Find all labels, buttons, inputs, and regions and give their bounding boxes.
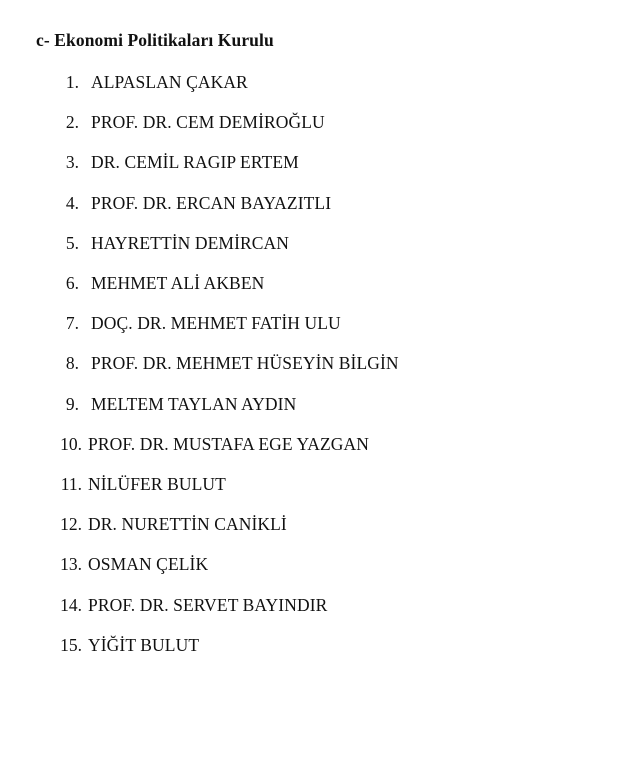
member-name: PROF. DR. ERCAN BAYAZITLI (91, 192, 332, 213)
member-number: 5. (65, 232, 79, 253)
member-name: OSMAN ÇELİK (88, 554, 209, 575)
member-name: PROF. DR. CEM DEMİROĞLU (91, 112, 325, 133)
member-name: DR. CEMİL RAGIP ERTEM (91, 152, 299, 173)
member-number: 2. (65, 112, 79, 133)
member-number: 13. (60, 554, 82, 575)
member-name: PROF. DR. SERVET BAYINDIR (88, 594, 328, 615)
member-name: NİLÜFER BULUT (88, 474, 226, 494)
member-number: 6. (65, 273, 79, 293)
member-number: 7. (65, 313, 79, 334)
member-number: 14. (60, 594, 82, 615)
member-number: 10. (60, 433, 82, 454)
member-number: 11. (60, 474, 82, 494)
member-number: 3. (65, 152, 79, 173)
member-number: 1. (65, 72, 79, 92)
member-name: MELTEM TAYLAN AYDIN (91, 393, 297, 414)
member-name: PROF. DR. MEHMET HÜSEYİN BİLGİN (91, 353, 399, 374)
member-number: 8. (65, 353, 79, 374)
member-number: 15. (60, 634, 82, 655)
member-name: DOÇ. DR. MEHMET FATİH ULU (91, 313, 341, 334)
member-name: MEHMET ALİ AKBEN (91, 273, 265, 293)
section-heading: c- Ekonomi Politikaları Kurulu (36, 30, 274, 50)
member-number: 12. (60, 514, 82, 535)
member-name: ALPASLAN ÇAKAR (91, 72, 248, 92)
member-name: HAYRETTİN DEMİRCAN (91, 232, 290, 253)
member-name: PROF. DR. MUSTAFA EGE YAZGAN (88, 433, 370, 454)
member-number: 9. (65, 393, 79, 414)
member-number: 4. (65, 192, 79, 213)
member-name: YİĞİT BULUT (88, 634, 200, 655)
member-name: DR. NURETTİN CANİKLİ (88, 514, 287, 535)
